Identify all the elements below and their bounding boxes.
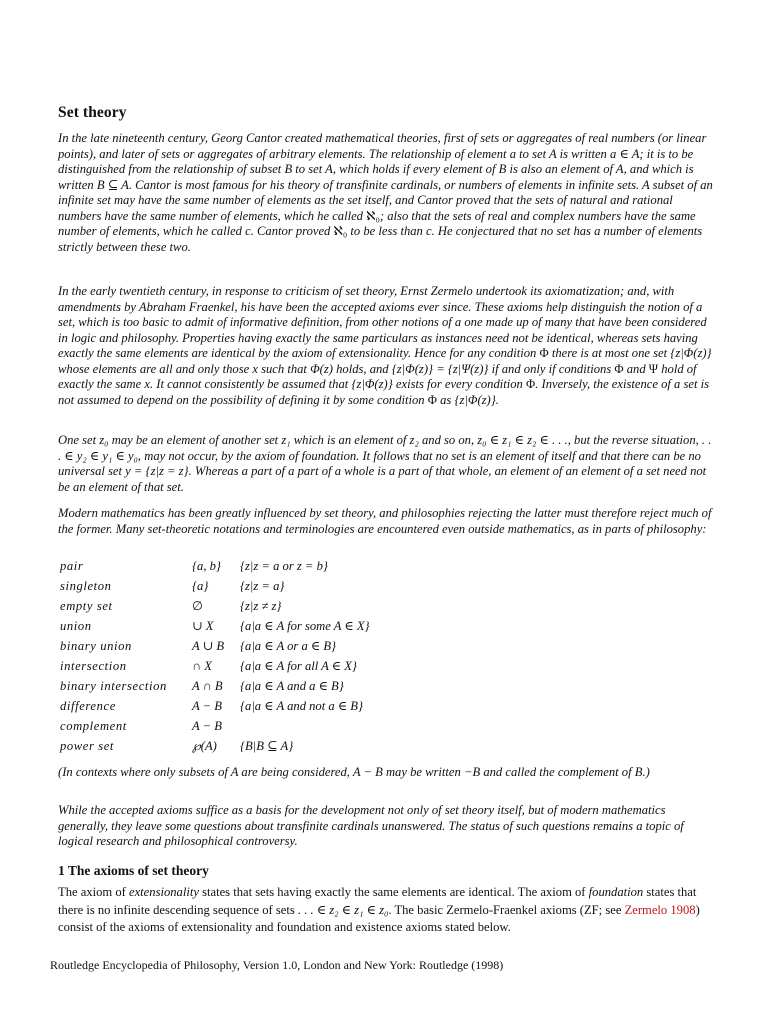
footer-citation: Routledge Encyclopedia of Philosophy, Version 1.0, London and New York: Routledge (1998)	[50, 958, 504, 972]
math-inline: y = {z|z = z}	[125, 464, 189, 479]
emphasis: extensionality	[129, 885, 199, 899]
term-cell: complement	[60, 719, 127, 733]
definition-cell: {z|z = a or z = b}	[240, 559, 328, 573]
definition-cell: {a|a ∈ A and not a ∈ B}	[240, 699, 364, 713]
definition-cell: {a|a ∈ A and a ∈ B}	[240, 679, 344, 693]
term-cell: union	[60, 619, 92, 633]
paragraph-accepted-axioms: While the accepted axioms suffice as a basis for the development not only of set theory itself, but of modern mathematics generally, they leave some questions about transfinite cardinals unanswered. The status of such questions remains a topic of logical research and philosophical controversy.	[58, 803, 684, 849]
symbol-cell: {a}	[192, 579, 209, 593]
math-inline: Φ(z)	[310, 361, 333, 376]
symbol-cell: A ∩ B	[192, 679, 223, 693]
math-inline: z₁	[281, 433, 291, 447]
paragraph-zermelo: In the early twentieth century, in response to criticism of set theory, Ernst Zermelo undertook its axiomatization; and, with amendments by Abraham Fraenkel, his have been the accepted axioms ever since. These axioms help distinguish the notion of a set, which is too basic to admit of informative definition, from other notions of a one made up of many that have been considered in logic and philosophy. Properties having exactly the same particulars as instances need not be identical, whereas sets having exactly the same elements are identical by the axiom of extensionality. Hence for any condition Φ there is at most one set {z|Φ(z)} whose elements are all and only those x such that Φ(z) holds, and {z|Φ(z)} = {z|Ψ(z)} if and only if conditions Φ and Ψ hold of exactly the same x. It cannot consistently be assumed that {z|Φ(z)} exists for every condition Φ. Inversely, the existence of a set is not assumed to depend on the possibility of defining it by some condition Φ as {z|Φ(z)}.	[58, 284, 712, 407]
math-inline: Φ	[526, 377, 536, 392]
math-inline: z₀	[99, 433, 109, 447]
math-inline: a ∈ A	[610, 146, 640, 161]
term-cell: singleton	[60, 579, 112, 593]
math-inline: A − B	[352, 765, 383, 779]
symbol-cell: ℘(A)	[192, 739, 217, 753]
math-inline: Φ	[539, 346, 549, 361]
zermelo-citation-link[interactable]: Zermelo 1908	[624, 902, 696, 917]
term-cell: binary intersection	[60, 679, 167, 693]
math-inline: {z|Φ(z)}	[670, 346, 712, 361]
symbol-cell: {a, b}	[192, 559, 221, 573]
term-cell: difference	[60, 699, 116, 713]
math-inline: {z|Φ(z)} = {z|Ψ(z)}	[391, 361, 489, 376]
term-cell: intersection	[60, 659, 127, 673]
symbol-cell: A − B	[192, 699, 222, 713]
term-cell: binary union	[60, 639, 132, 653]
math-inline: . . . ∈ y₂ ∈ y₁ ∈ y₀	[58, 433, 712, 463]
math-inline: Φ	[427, 392, 437, 407]
symbol-cell: ∅	[192, 599, 203, 613]
math-inline: ℵ₀	[366, 208, 380, 223]
definition-cell: {z|z ≠ z}	[240, 599, 282, 613]
symbol-cell: ∪ X	[192, 619, 214, 633]
math-inline: {z|Φ(z)}	[351, 377, 393, 392]
definition-cell: {a|a ∈ A or a ∈ B}	[240, 639, 337, 653]
term-cell: pair	[60, 559, 84, 573]
math-inline: ℵ₀	[333, 224, 348, 239]
math-inline: z₂	[409, 433, 419, 447]
paragraph-axioms: The axiom of extensionality states that sets having exactly the same elements are identical. The axiom of foundation states that there is no infinite descending sequence of sets . . . ∈ z₂ ∈ z₁ ∈ z₀. The basic Zermelo-Fraenkel axioms (ZF; see Zermelo 1908) consist of the axioms of extensionality and foundation and existence axioms stated below.	[58, 885, 700, 934]
definition-cell: {B|B ⊆ A}	[240, 739, 294, 753]
paragraph-modern-mathematics: Modern mathematics has been greatly influenced by set theory, and philosophies rejecting the latter must therefore reject much of the former. Many set-theoretic notations and terminologies are encountered even outside mathematics, as in parts of philosophy:	[58, 506, 712, 536]
paragraph-cantor: In the late nineteenth century, Georg Cantor created mathematical theories, first of sets or aggregates of real numbers (or linear points), and later of sets or aggregates of arbitrary elements. The relationship of element a to set A is written a ∈ A; it is to be distinguished from the relationship of subset B to set A, which holds if every element of B is also an element of A, and which is written B ⊆ A. Cantor is most famous for his theory of transfinite cardinals, or numbers of elements in infinite sets. A subset of an infinite set may have the same number of elements as the set itself, and Cantor proved that the sets of natural and rational numbers have the same number of elements, which he called ℵ₀; also that the sets of real and complex numbers have the same number of elements, which he called c. Cantor proved ℵ₀ to be less than c. He conjectured that no set has a number of elements strictly between these two.	[58, 131, 713, 254]
math-inline: {z|Φ(z)}	[454, 392, 496, 407]
section-heading: 1 The axioms of set theory	[58, 863, 209, 878]
definition-cell: {a|a ∈ A for some A ∈ X}	[240, 619, 370, 633]
math-inline: Φ	[614, 361, 624, 376]
paragraph-foundation: One set z₀ may be an element of another set z₁ which is an element of z₂ and so on, z₀ ∈ z₁ ∈ z₂ ∈ . . ., but the reverse situation, . . . ∈ y₂ ∈ y₁ ∈ y₀, may not occur, by the axiom of foundation. It follows that no set is an element of itself and that there can be no universal set y = {z|z = z}. Whereas a part of a part of a whole is a part of that whole, an element of an element of a set need not be an element of that set.	[58, 433, 712, 494]
paragraph-complement-note: (In contexts where only subsets of A are being considered, A − B may be written −B and called the complement of B.)	[58, 765, 650, 779]
math-inline: . . . ∈ z₂ ∈ z₁ ∈ z₀	[297, 902, 389, 917]
math-inline: B ⊆ A	[96, 177, 129, 192]
symbol-cell: A − B	[192, 719, 222, 733]
definition-cell: {a|a ∈ A for all A ∈ X}	[240, 659, 357, 673]
emphasis: foundation	[588, 885, 644, 899]
term-cell: power set	[60, 739, 115, 753]
math-inline: −B	[463, 765, 481, 779]
math-inline: z₀ ∈ z₁ ∈ z₂ ∈ . . .	[477, 433, 568, 447]
symbol-cell: A ∪ B	[192, 639, 225, 653]
symbol-cell: ∩ X	[192, 659, 212, 673]
term-cell: empty set	[60, 599, 113, 613]
article-title: Set theory	[58, 104, 127, 121]
math-inline: Ψ	[648, 361, 659, 376]
definition-cell: {z|z = a}	[240, 579, 285, 593]
